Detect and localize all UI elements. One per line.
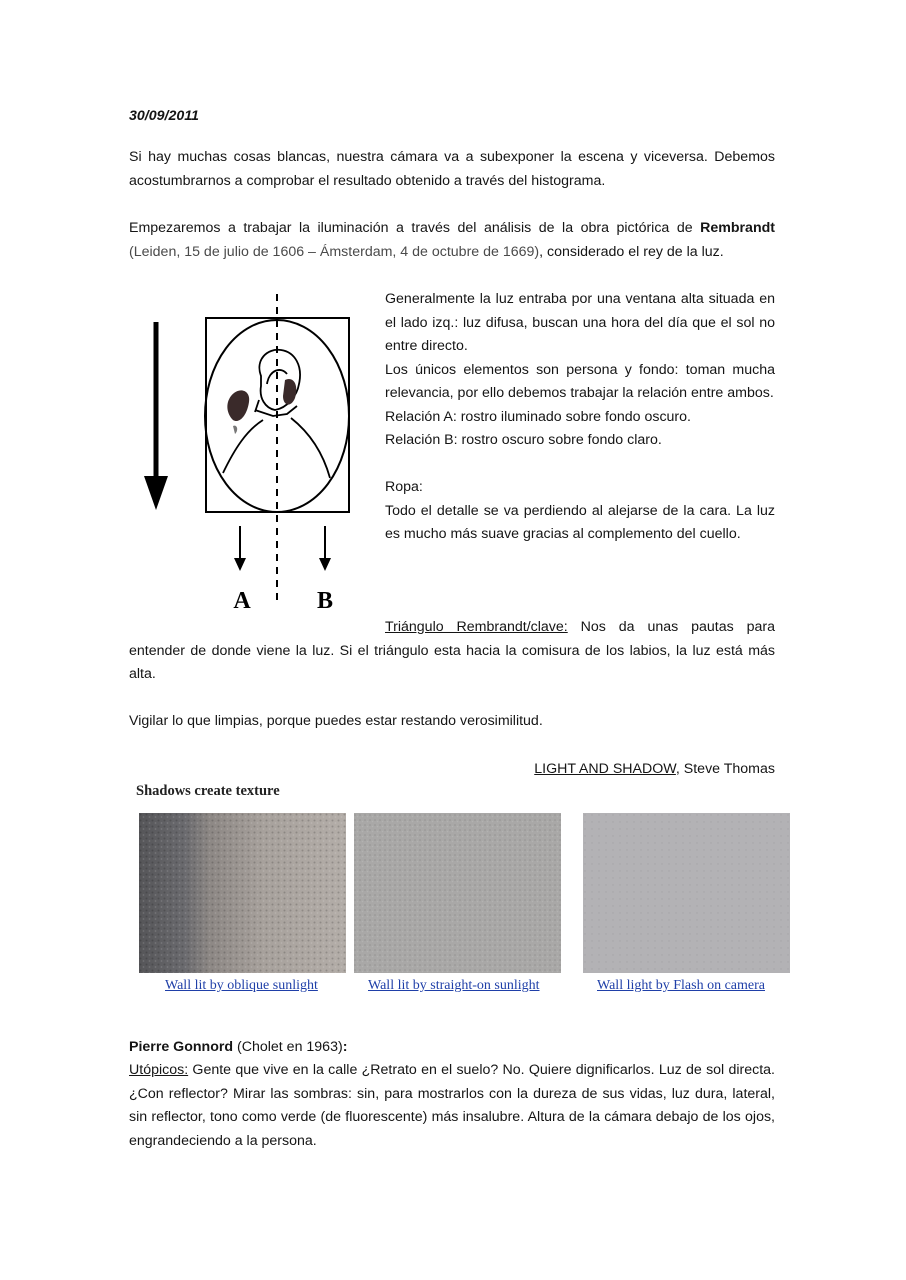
label-a: A bbox=[233, 588, 251, 614]
reference-line bbox=[129, 758, 775, 782]
caption-oblique[interactable]: Wall lit by oblique sunlight bbox=[165, 978, 318, 993]
gonnord-colon: : bbox=[342, 1039, 348, 1055]
rembrandt-tail: , considerado el rey de la luz. bbox=[539, 243, 724, 260]
wall-photo-flash bbox=[583, 813, 790, 973]
light-direction-arrow-icon bbox=[144, 322, 168, 510]
reference-author: , Steve Thomas bbox=[675, 761, 775, 777]
gonnord-paragraph bbox=[129, 1059, 775, 1153]
face-shadow-right bbox=[283, 379, 296, 405]
triangle-text: Nos da unas pautas para entender de donde viene la luz. Si el triángulo esta hacia la comisura de los labios, la luz está más alta. bbox=[129, 619, 776, 682]
caption-flash[interactable]: Wall light by Flash on camera bbox=[597, 978, 765, 993]
arrow-a-icon bbox=[234, 526, 246, 571]
triangle-paragraph bbox=[129, 616, 775, 687]
gonnord-name: Pierre Gonnord bbox=[129, 1039, 234, 1055]
background-shadow-left bbox=[227, 390, 249, 421]
triangle-title: Triángulo Rembrandt/clave: bbox=[385, 619, 568, 635]
rembrandt-lead: Empezaremos a trabajar la iluminación a través del análisis de la obra pictórica de bbox=[129, 220, 701, 236]
intro-paragraph: Si hay muchas cosas blancas, nuestra cámara va a subexponer la escena y viceversa. Debemos acostumbrarnos a comprobar el resultado obtenido a través del histograma. bbox=[129, 149, 775, 189]
gonnord-born: (Cholet en 1963) bbox=[233, 1039, 343, 1055]
wall-photo-straight-on bbox=[354, 813, 561, 973]
rembrandt-name: Rembrandt bbox=[700, 220, 775, 236]
rembrandt-paragraph bbox=[129, 217, 775, 264]
label-b: B bbox=[316, 588, 334, 614]
vigilar-paragraph: Vigilar lo que limpias, porque puedes estar restando verosimilitud. bbox=[129, 713, 543, 729]
ropa-text: Todo el detalle se va perdiendo al alejarse de la cara. La luz es mucho más suave gracias al complemento del cuello. bbox=[385, 502, 775, 542]
reference-title: LIGHT AND SHADOW bbox=[534, 761, 676, 777]
gonnord-text: Gente que vive en la calle ¿Retrato en el suelo? No. Quiere dignificarlos. Luz de sol directa. ¿Con reflector? Mirar las sombras: sin, para mostrarlos con la dureza de sus vidas, luz dura, lateral, sin reflector, tono como verde (de fluorescente) más insalubre. Altura de la cámara debajo de los ojos, engrandeciendo a la persona. bbox=[129, 1062, 775, 1149]
rembrandt-dates: (Leiden, 15 de julio de 1606 – Ámsterdam, 4 de octubre de 1669) bbox=[129, 243, 540, 260]
relation-a: Relación A: rostro iluminado sobre fondo oscuro. bbox=[385, 408, 691, 425]
utopicos-label: Utópicos: bbox=[129, 1062, 189, 1078]
arrow-b-icon bbox=[319, 526, 331, 571]
gonnord-heading bbox=[129, 1036, 347, 1060]
elements-paragraph: Los únicos elementos son persona y fondo: toman mucha relevancia, por ello debemos trabajar la relación entre ambos. bbox=[385, 361, 775, 401]
shadows-title: Shadows create texture bbox=[136, 783, 280, 799]
caption-straight-on[interactable]: Wall lit by straight-on sunlight bbox=[368, 978, 540, 993]
ropa-title: Ropa: bbox=[385, 479, 423, 495]
right-column-text bbox=[385, 288, 775, 547]
wall-photo-oblique bbox=[139, 813, 346, 973]
window-light-paragraph: Generalmente la luz entraba por una ventana alta situada en el lado izq.: luz difusa, buscan una hora del día que el sol no entre directo. bbox=[385, 291, 775, 354]
relation-b: Relación B: rostro oscuro sobre fondo claro. bbox=[385, 432, 662, 448]
date-heading: 30/09/2011 bbox=[129, 108, 199, 124]
rembrandt-lighting-diagram bbox=[135, 288, 365, 618]
